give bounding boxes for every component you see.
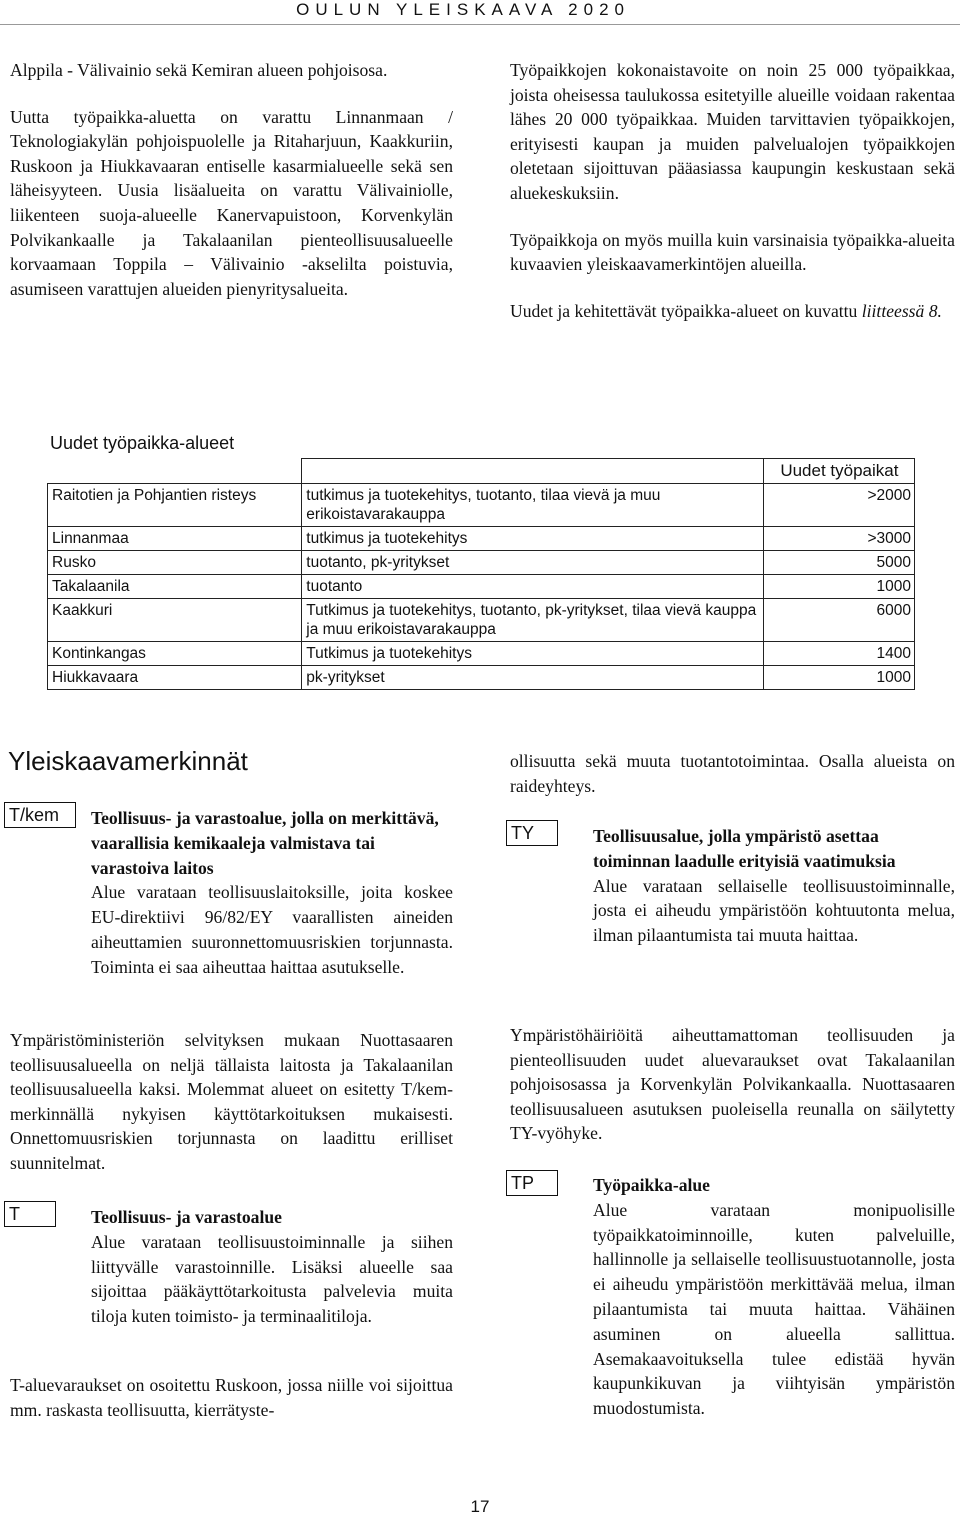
intro-right-p3 bbox=[510, 299, 955, 324]
legend-ty-title: Teollisuusalue, jolla ympäristö asettaa toiminnan laadulle erityisiä vaatimuksia bbox=[593, 826, 896, 871]
table-cell-use: pk-yritykset bbox=[302, 666, 764, 690]
table-cell-jobs: 1000 bbox=[763, 666, 914, 690]
legend-tp-block bbox=[593, 1173, 955, 1421]
legend-t-note-continued bbox=[510, 749, 955, 798]
code-box-tp: TP bbox=[506, 1170, 558, 1196]
table-row bbox=[48, 599, 915, 642]
table-cell-area: Linnanmaa bbox=[48, 527, 302, 551]
intro-heading-paragraph: Alppila - Välivainio sekä Kemiran alueen pohjoisosa. bbox=[10, 60, 388, 80]
left-intro bbox=[10, 58, 453, 301]
legend-t-note bbox=[10, 1373, 453, 1422]
table-cell-area: Raitotien ja Pohjantien risteys bbox=[48, 484, 302, 527]
table-cell-area: Kontinkangas bbox=[48, 642, 302, 666]
table-cell-area: Takalaanila bbox=[48, 575, 302, 599]
intro-paragraph: Uutta työpaikka-aluetta on varattu Linnanmaan / Teknologiakylän pohjoispuolelle ja Ritaharjuun, Kaakkuriin, Ruskoon ja Hiukkavaaran entiselle kasarmialueelle sekä sen läheisyyteen. Uusia lisäalueita on varattu Välivainiolle, liikenteen suoja-alueelle Kanervapuistoon, Korvenkylän Polvikankaalle ja Takalaanilan pienteollisuusalueelle korvaamaan Toppila – Välivainio -akselilta poistuvia, asumiseen varattujen alueiden pienyritysalueita. bbox=[10, 106, 453, 299]
legend-tkem-desc: Alue varataan teollisuuslaitoksille, joita koskee EU-direktiivi 96/82/EY vaarallisten aineiden aiheuttamien suuronnettomuusriskien torjunnasta. Toiminta ei saa aiheuttaa haittaa asutukselle. bbox=[91, 882, 453, 977]
new-workplace-areas-table bbox=[47, 458, 915, 690]
intro-right-p1: Työpaikkojen kokonaistavoite on noin 25 000 työpaikkaa, joista oheisessa taulukossa esitetyille alueille voidaan rakentaa lähes 20 000 työpaikkaa. Muiden tarvittavien työpaikkojen, erityisesti kaupan ja muiden palvelualojen työpaikkojen oletetaan sijoittuvan pääasiassa kaupungin keskustaan sekä aluekeskuksiin. bbox=[510, 60, 955, 203]
table-cell-area: Kaakkuri bbox=[48, 599, 302, 642]
legend-section-title: Yleiskaavamerkinnät bbox=[8, 746, 248, 776]
legend-tp bbox=[593, 1173, 955, 1421]
legend-ty-block bbox=[593, 824, 955, 948]
legend-t bbox=[91, 1205, 453, 1329]
table-cell-area: Hiukkavaara bbox=[48, 666, 302, 690]
table-cell-use: tutkimus ja tuotekehitys, tuotanto, tilaa vievä ja muu erikoistavarakauppa bbox=[302, 484, 764, 527]
table-row bbox=[48, 484, 915, 527]
table-cell-use: tuotanto bbox=[302, 575, 764, 599]
table-cell-jobs: 1000 bbox=[763, 575, 914, 599]
appendix-reference: liitteessä 8. bbox=[861, 300, 942, 321]
code-box-ty: TY bbox=[506, 820, 558, 846]
table-header-empty-1 bbox=[48, 459, 302, 484]
table-header-jobs: Uudet työpaikat bbox=[763, 459, 914, 484]
table-header-row bbox=[48, 459, 915, 484]
table-header-empty-2 bbox=[302, 459, 764, 484]
table-row bbox=[48, 551, 915, 575]
legend-t-title: Teollisuus- ja varastoalue bbox=[91, 1207, 282, 1227]
legend-ty-note bbox=[510, 1023, 955, 1146]
legend-ty bbox=[593, 824, 955, 948]
legend-tkem-note-text: Ympäristöministeriön selvityksen mukaan Nuottasaaren teollisuusalueella on neljä tällaista laitosta ja Takalaanilan teollisuusalueella kaksi. Molemmat alueet on esitetty T/kem-merkinnällä nykyisen käyttötarkoituksen mukaisesti. Onnettomuusriskien torjunnasta on laadittu erilliset suunnitelmat. bbox=[10, 1030, 453, 1173]
table-row bbox=[48, 527, 915, 551]
legend-t-note-text: T-aluevaraukset on osoitettu Ruskoon, jossa niille voi sijoittua mm. raskasta teollisuutta, kierrätyste- bbox=[10, 1375, 453, 1420]
table-cell-jobs: >3000 bbox=[763, 527, 914, 551]
right-intro bbox=[510, 58, 955, 323]
legend-ty-note-text: Ympäristöhäiriöitä aiheuttamattoman teollisuuden ja pienteollisuuden uudet aluevaraukset ovat Takalaanilan pohjoisosassa ja Korvenkylän Polvikankaalla. Nuottasaaren teollisuusalueen asutuksen puoleisella reunalla on säilytetty TY-vyöhyke. bbox=[510, 1025, 955, 1144]
legend-tkem-title: Teollisuus- ja varastoalue, jolla on merkittävä, vaarallisia kemikaaleja valmistava tai varastoiva laitos bbox=[91, 808, 439, 878]
intro-right-p2: Työpaikkoja on myös muilla kuin varsinaisia työpaikka-alueita kuvaavien yleiskaavamerkintöjen alueilla. bbox=[510, 229, 955, 275]
code-box-tkem: T/kem bbox=[4, 802, 76, 828]
table-row bbox=[48, 642, 915, 666]
legend-t-desc: Alue varataan teollisuustoiminnalle ja siihen liittyvälle varastoinnille. Lisäksi alueelle saa sijoittaa pääkäyttötarkoitusta palvelevia muita tiloja kuten toimisto- ja terminaalitiloja. bbox=[91, 1231, 453, 1327]
legend-tp-title: Työpaikka-alue bbox=[593, 1175, 710, 1195]
table-cell-use: Tutkimus ja tuotekehitys, tuotanto, pk-yritykset, tilaa vievä kauppa ja muu erikoistavarakauppa bbox=[302, 599, 764, 642]
table-cell-jobs: >2000 bbox=[763, 484, 914, 527]
legend-tkem-note bbox=[10, 1028, 453, 1176]
table-row bbox=[48, 575, 915, 599]
legend-tp-desc: Alue varataan monipuolisille työpaikkatoiminnoille, kuten palveluille, hallinnolle ja sellaiselle teollisuustuotannolle, josta ei aiheudu ympäristöön merkittävää melua, ilman pilaantumista tai muuta haittaa. Vähäinen asuminen on alueella sallittua. Asemakaavoituksella tulee edistää hyvän kaupunkikuvan ja viihtyisän ympäristön muodostumista. bbox=[593, 1199, 955, 1419]
table-cell-jobs: 1400 bbox=[763, 642, 914, 666]
table-cell-jobs: 5000 bbox=[763, 551, 914, 575]
table-cell-jobs: 6000 bbox=[763, 599, 914, 642]
legend-t-block bbox=[91, 1205, 453, 1329]
header-title: OULUN YLEISKAAVA 2020 bbox=[296, 0, 630, 19]
table-cell-area: Rusko bbox=[48, 551, 302, 575]
code-box-t: T bbox=[4, 1201, 56, 1227]
table-cell-use: tutkimus ja tuotekehitys bbox=[302, 527, 764, 551]
legend-tkem-block bbox=[91, 806, 453, 980]
table-cell-use: tuotanto, pk-yritykset bbox=[302, 551, 764, 575]
table-cell-use: Tutkimus ja tuotekehitys bbox=[302, 642, 764, 666]
header-divider bbox=[0, 24, 960, 25]
table-title: Uudet työpaikka-alueet bbox=[50, 433, 235, 453]
table-row bbox=[48, 666, 915, 690]
legend-tkem bbox=[91, 806, 453, 980]
legend-ty-desc: Alue varataan sellaiselle teollisuustoiminnalle, josta ei aiheudu ympäristöön kohtuutonta melua, ilman pilaantumista tai muuta haittaa. bbox=[593, 875, 955, 946]
page-header bbox=[0, 0, 960, 22]
intro-right-p3-text: Uudet ja kehitettävät työpaikka-alueet on kuvattu bbox=[510, 300, 862, 321]
page-number: 17 bbox=[470, 1497, 490, 1516]
legend-t-note-cont-text: ollisuutta sekä muuta tuotantotoimintaa. Osalla alueista on raideyhteys. bbox=[510, 751, 955, 796]
